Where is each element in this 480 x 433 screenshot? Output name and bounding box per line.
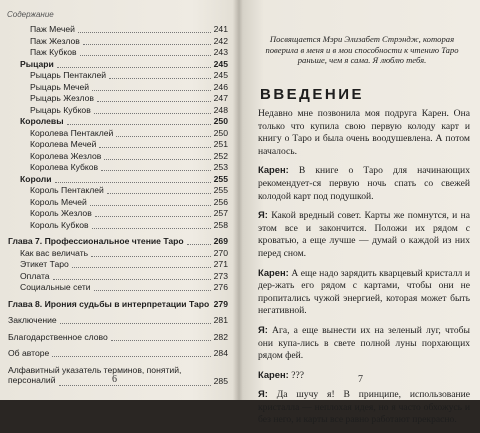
toc-entry-page: 245 [213, 58, 228, 69]
toc-entry-page: 246 [213, 81, 228, 92]
toc-leader-dots [72, 266, 211, 268]
toc-entry [0, 282, 236, 293]
speaker-label: Я: [258, 323, 268, 335]
toc-entry [0, 174, 236, 185]
toc-leader-dots [107, 192, 211, 194]
toc-entry-title: Рыцарь Жезлов [30, 93, 94, 103]
toc-entry [0, 259, 236, 270]
toc-entry [0, 185, 236, 196]
toc-entry [0, 116, 236, 127]
toc-entry [0, 315, 236, 326]
toc-entry-title: Алфавитный указатель терминов, понятий, персоналий [8, 364, 182, 385]
toc-leader-dots [99, 146, 210, 148]
toc-leader-dots [53, 278, 211, 280]
toc-entry [0, 139, 236, 150]
toc-leader-dots [111, 339, 211, 341]
toc-entry [0, 59, 236, 70]
toc-entry-page: 245 [213, 70, 228, 80]
body-paragraph [258, 324, 470, 363]
speaker-label: Я: [258, 388, 268, 400]
paragraph-text: В книге о Таро для начинающих рекомендует-ся первую ночь спать со свежей колодой карт под подушкой. [258, 165, 470, 202]
epigraph: Посвящается Мэри Элизабет Стрэндж, которая поверила в меня и в мои способности к чтению Таро раньше, чем я сама. Я люблю тебя. [265, 34, 459, 65]
toc-entry-title: Рыцарь Мечей [30, 81, 90, 92]
body-paragraph [258, 267, 470, 318]
toc-entry-page: 270 [213, 247, 228, 258]
toc-entry-title: Оплата [20, 270, 50, 281]
page-number-right: 7 [358, 374, 363, 385]
toc-entry-page: 255 [213, 185, 228, 195]
toc-entry-page: 276 [213, 282, 228, 292]
toc-leader-dots [80, 54, 211, 56]
toc-entry [0, 332, 236, 343]
toc-entry [0, 348, 236, 359]
toc-entry-title: Паж Кубков [30, 47, 77, 57]
toc-entry-title: Об авторе [8, 348, 50, 358]
toc-entry-page: 247 [213, 93, 228, 103]
toc-entry-page: 257 [213, 208, 228, 218]
toc-leader-dots [94, 112, 211, 114]
toc-entry [0, 128, 236, 139]
toc-entry [0, 24, 236, 35]
toc-entry-page: 251 [213, 139, 228, 149]
page-number-left: 6 [112, 374, 117, 385]
toc-leader-dots [55, 181, 211, 183]
toc-entry-title: Королевы [20, 116, 64, 126]
body-paragraph [258, 108, 470, 158]
body-text [258, 108, 470, 433]
toc-entry [0, 47, 236, 58]
toc-leader-dots [101, 169, 211, 171]
toc-leader-dots [95, 215, 211, 217]
toc-entry-page: 255 [213, 173, 228, 184]
toc-entry [0, 93, 236, 104]
toc-entry-title: Глава 8. Ирония судьбы в интерпретации Таро [8, 298, 210, 309]
toc-entry-title: Социальные сети [20, 282, 91, 292]
toc-entry [0, 208, 236, 219]
toc-entry-page: 282 [213, 331, 228, 342]
toc-entry-title: Королева Мечей [30, 139, 97, 149]
toc-entry-page: 258 [213, 219, 228, 230]
toc-entry-title: Королева Пентаклей [30, 127, 114, 138]
toc-leader-dots [67, 123, 211, 125]
toc-leader-dots [109, 77, 211, 79]
toc-entry [0, 151, 236, 162]
toc-entry [0, 162, 236, 173]
body-paragraph [258, 388, 470, 427]
speaker-label: Карен: [258, 368, 289, 380]
toc-entry-title: Глава 7. Профессиональное чтение Таро [8, 236, 184, 246]
toc-entry-page: 252 [213, 150, 228, 161]
toc-entry-page: 248 [213, 104, 228, 115]
body-paragraph [258, 369, 470, 383]
speaker-label: Карен: [258, 266, 289, 278]
toc-entry-title: Паж Жезлов [30, 35, 80, 46]
paragraph-text: Какой вредный совет. Карты же помнутся, и на этом все и закончится. Положи их рядом с кроватью, а еще лучше — думай о каждой из них перед сном. [258, 210, 471, 259]
toc-entry-title: Король Жезлов [30, 208, 92, 218]
toc-entry-page: 250 [213, 116, 228, 126]
toc-entry [0, 236, 236, 247]
toc-leader-dots [92, 89, 211, 91]
toc-leader-dots [94, 289, 211, 291]
toc-entry-title: Этикет Таро [20, 259, 69, 269]
toc-leader-dots [52, 355, 210, 357]
toc-entry-title: Королева Кубков [30, 162, 99, 172]
toc-entry-title: Короли [20, 173, 52, 184]
speaker-label: Карен: [258, 164, 289, 176]
toc-entry-title: Заключение [8, 315, 57, 325]
toc-entry-title: Благодарственное слово [8, 331, 108, 342]
paragraph-text: Ага, а еще вынести их на зеленый луг, чтобы они купа-лись в свете полной луны порхающих рядом фей. [258, 324, 470, 362]
toc-entry-title: Паж Мечей [30, 24, 75, 34]
toc-entry-page: 256 [213, 196, 228, 207]
right-page [244, 0, 480, 426]
toc-entry [0, 197, 236, 208]
toc-entry-page: 273 [213, 270, 228, 281]
toc-entry-page: 241 [213, 24, 228, 34]
toc-entry-title: Как вас величать [20, 247, 89, 258]
toc-entry [0, 299, 236, 310]
toc-entry [0, 220, 236, 231]
speaker-label: Я: [258, 209, 268, 221]
running-head: Содержание [7, 10, 54, 19]
toc-entry-page: 243 [213, 47, 228, 57]
paragraph-text: Да шучу я! В принципе, использование кристалла — неплохая идея, но я часто обхожусь и без него, и карты все равно работают прекрасно. [258, 389, 470, 426]
toc-entry-page: 269 [213, 236, 228, 246]
toc-entry [0, 271, 236, 282]
toc-entry-title: Королева Жезлов [30, 150, 102, 161]
toc-entry [0, 105, 236, 116]
toc-entry [0, 248, 236, 259]
toc-entry-title: Рыцари [20, 58, 54, 69]
toc-leader-dots [92, 227, 211, 229]
toc-entry [0, 365, 236, 387]
toc-leader-dots [78, 31, 211, 33]
toc-entry-page: 242 [213, 35, 228, 46]
toc-entry-title: Король Кубков [30, 219, 89, 230]
toc-entry-page: 279 [213, 298, 228, 309]
toc-entry-title: Король Пентаклей [30, 185, 104, 195]
paragraph-text: ??? [291, 369, 304, 381]
toc-entry-page: 284 [213, 348, 228, 358]
left-page [0, 0, 236, 400]
toc-entry-page: 271 [213, 259, 228, 269]
toc-entry-title: Рыцарь Кубков [30, 104, 91, 115]
toc-entry-page: 285 [213, 375, 228, 386]
toc-entry-page: 253 [213, 162, 228, 172]
chapter-heading: ВВЕДЕНИЕ [260, 86, 364, 103]
toc-entry-title: Рыцарь Пентаклей [30, 70, 107, 80]
toc-leader-dots [60, 322, 211, 324]
toc-entry [0, 70, 236, 81]
body-paragraph [258, 164, 470, 203]
toc-leader-dots [187, 243, 211, 245]
toc-leader-dots [116, 135, 210, 137]
toc-leader-dots [104, 158, 210, 160]
toc-leader-dots [90, 204, 211, 206]
body-paragraph [258, 209, 470, 260]
toc-entry [0, 82, 236, 93]
toc-leader-dots [97, 100, 211, 102]
toc-entry-page: 250 [213, 127, 228, 138]
toc-leader-dots [91, 255, 211, 257]
paragraph-text: А еще надо зарядить кварцевый кристалл и дер-жать его рядом с картами, чтобы они не пропитались чужой энергией, которая может быть негативной. [258, 267, 471, 317]
toc-leader-dots [57, 66, 211, 68]
paragraph-text: Недавно мне позвонила моя подруга Карен. Она только что купила свою первую колоду карт и книгу о Таро и была очень воодушевлена. А потом началось. [258, 108, 470, 157]
toc-entry-page: 281 [213, 315, 228, 325]
toc-entry [0, 36, 236, 47]
toc-entry-title: Король Мечей [30, 196, 87, 207]
toc-leader-dots [83, 43, 211, 45]
